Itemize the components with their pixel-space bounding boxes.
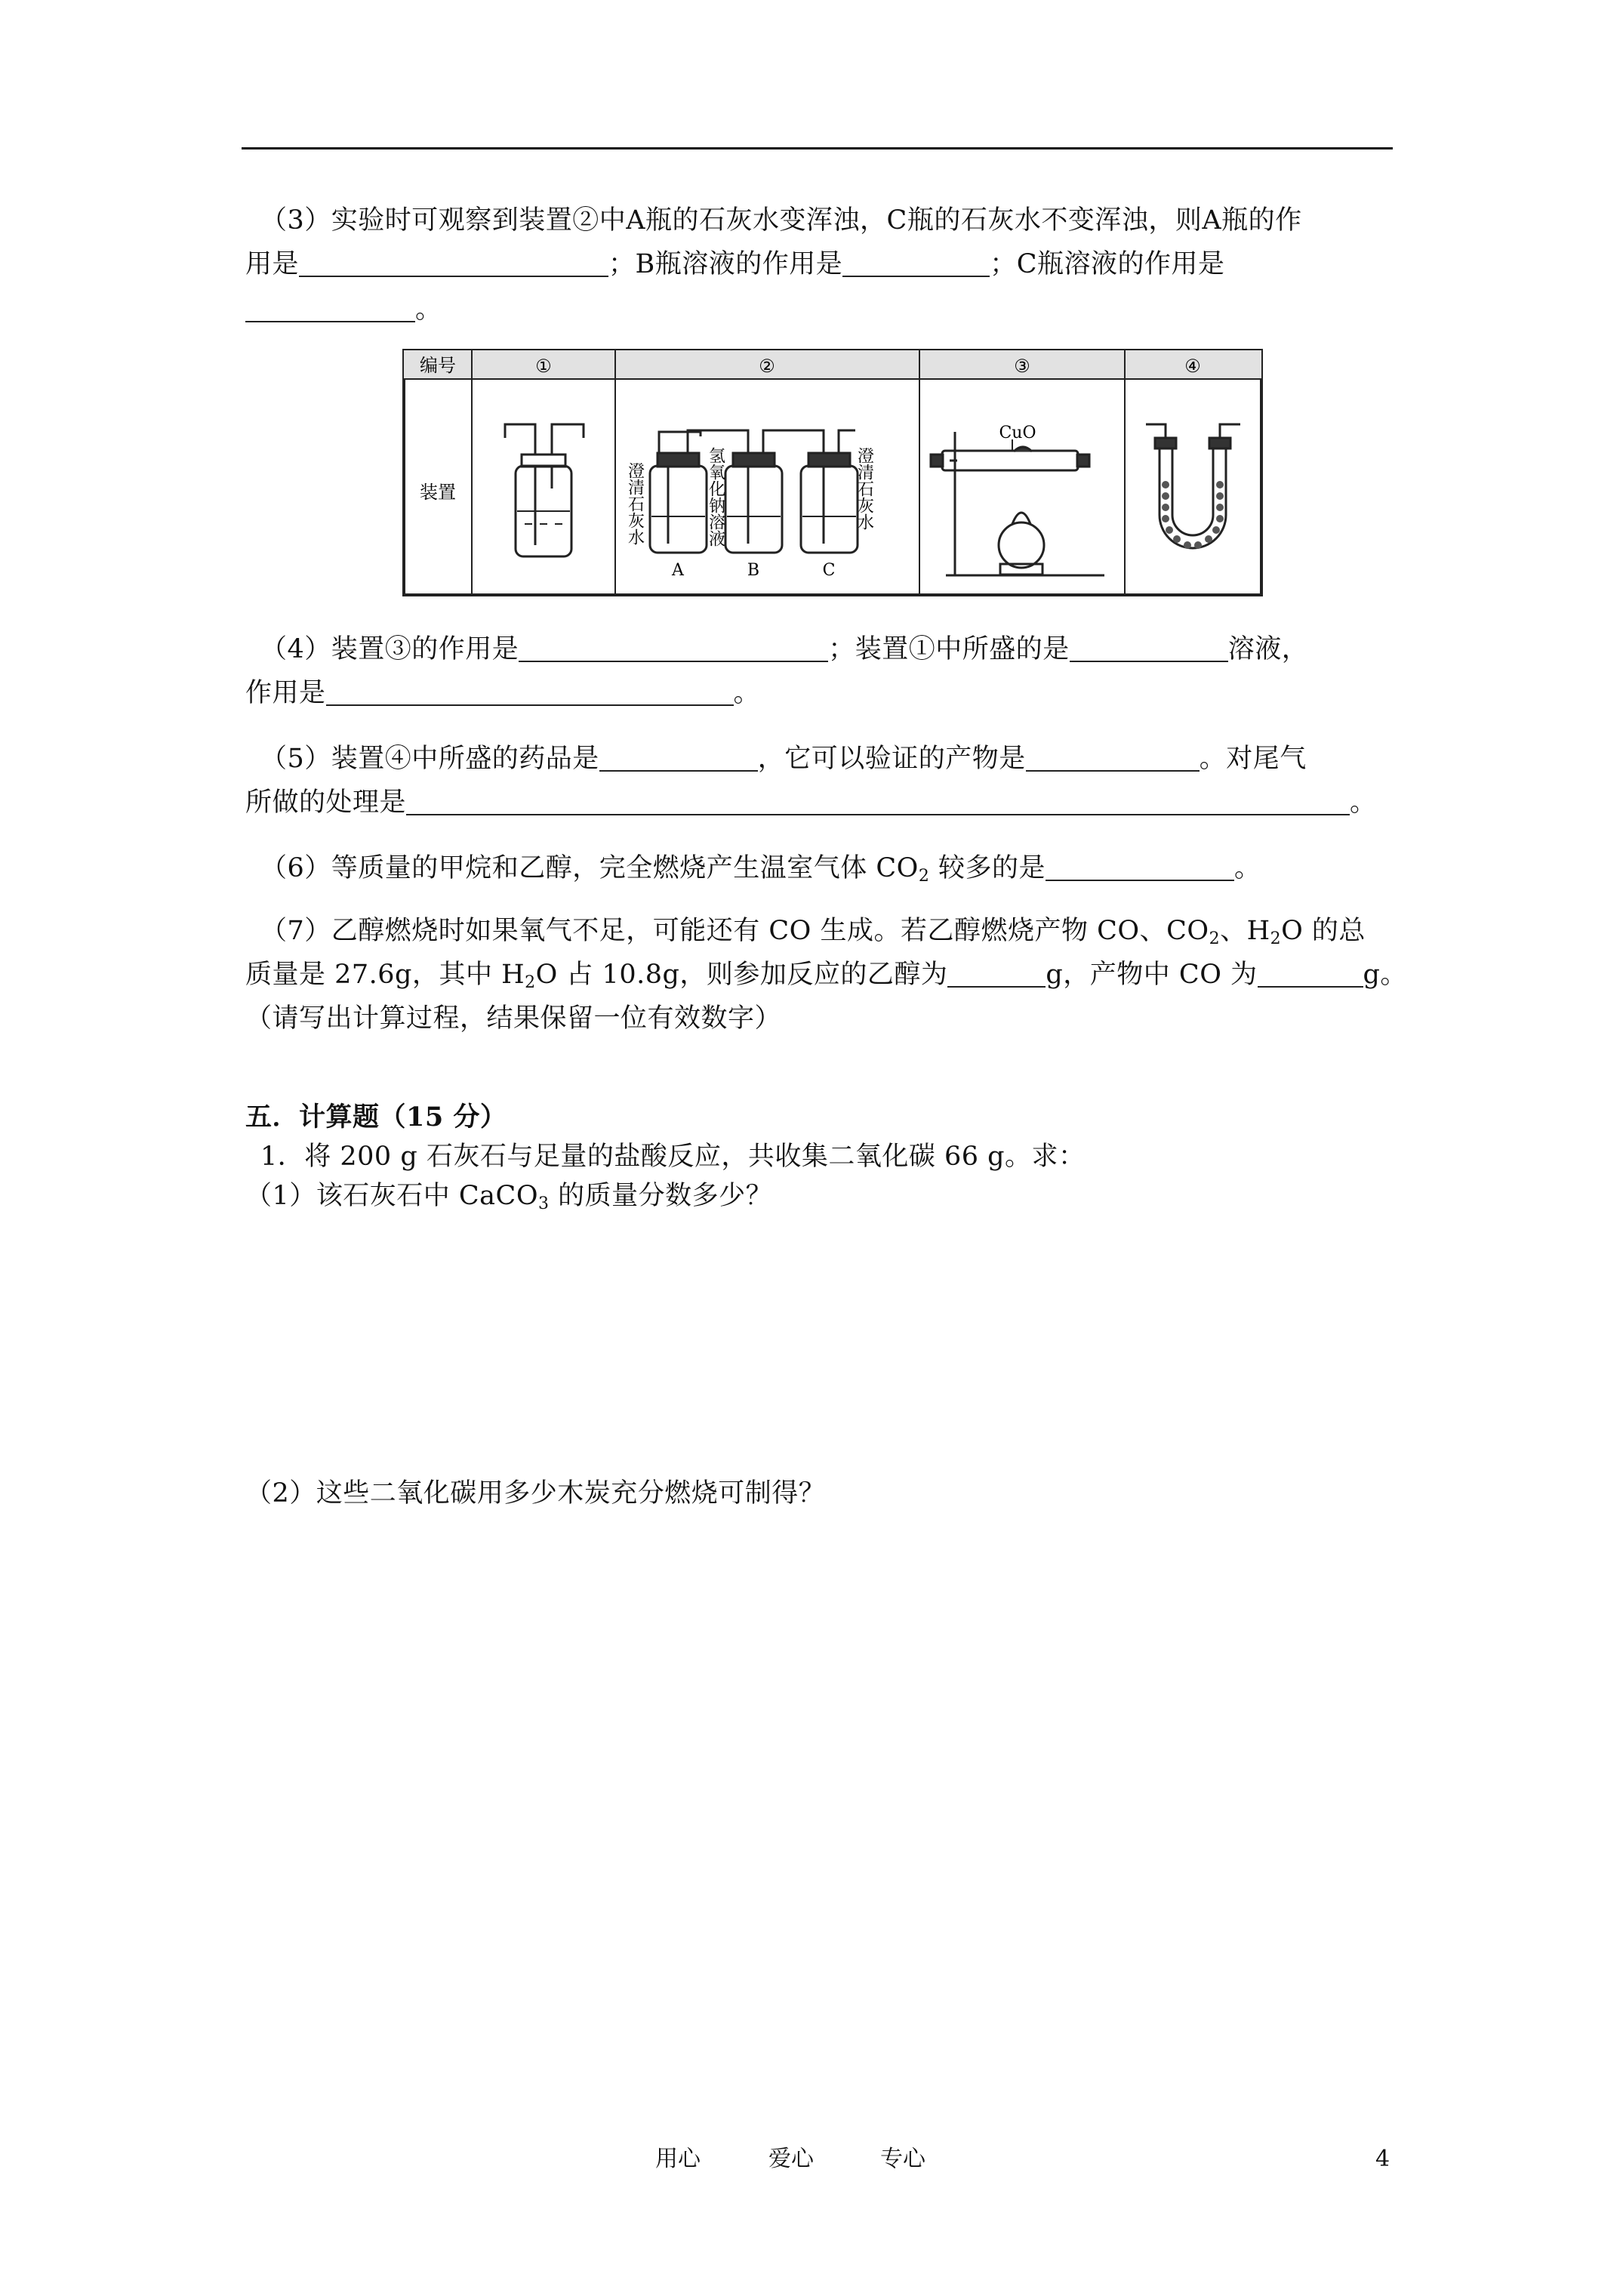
bottle-a-label: 澄清石灰水 <box>625 462 645 545</box>
q3-blank-b-role[interactable] <box>842 251 990 277</box>
bottle-b-label: 氢氧化钠溶液 <box>706 447 725 547</box>
q4-line2: 作用是 。 <box>245 678 761 708</box>
num-4: ④ <box>1184 356 1201 377</box>
section5-problem1: 1．将 200 g 石灰石与足量的盐酸反应，共收集二氧化碳 66 g。求： <box>260 1142 1086 1172</box>
header-label: 编号 <box>420 355 456 376</box>
q4-blank-device3-role[interactable] <box>519 636 828 662</box>
q4-blank-device1-role[interactable] <box>326 680 734 706</box>
q3-line2: 用是 ；B瓶溶液的作用是 ；C瓶溶液的作用是 <box>245 249 1225 279</box>
q5-line1: （5）装置④中所盛的药品是 ，它可以验证的产物是 。对尾气 <box>260 744 1307 774</box>
q5-blank-product[interactable] <box>1026 746 1200 772</box>
q7-line1: （7）乙醇燃烧时如果氧气不足，可能还有 CO 生成。若乙醇燃烧产物 CO、$CO_2$、$H_2O$ 的总 <box>260 916 1366 948</box>
q7-line3: （请写出计算过程，结果保留一位有效数字） <box>245 1003 782 1034</box>
q7-blank-co[interactable] <box>1258 962 1363 988</box>
table-border <box>404 350 1261 595</box>
q5-blank-reagent[interactable] <box>599 746 758 772</box>
table-header-band <box>404 350 1261 379</box>
q3-blank-c-role[interactable] <box>245 297 415 322</box>
footer-motto-1: 用心 <box>655 2146 701 2172</box>
num-1: ① <box>535 356 552 377</box>
q3-blank-a-role[interactable] <box>299 251 608 277</box>
q5-line2: 所做的处理是 。 <box>245 787 1377 818</box>
footer-motto-2: 爱心 <box>768 2146 814 2172</box>
q4-blank-device1-content[interactable] <box>1070 636 1228 662</box>
q4-line1: （4）装置③的作用是 ；装置①中所盛的是 溶液， <box>260 634 1309 664</box>
page-number: 4 <box>1375 2146 1390 2172</box>
q3-line3: 。 <box>245 294 442 325</box>
q7-blank-ethanol[interactable] <box>947 962 1046 988</box>
row-label: 装置 <box>420 482 456 503</box>
section5-sub1: （1）该石灰石中 CaCO$_3$ 的质量分数多少？ <box>245 1181 773 1213</box>
footer-motto-3: 专心 <box>880 2146 925 2172</box>
letter-a: A <box>672 561 684 580</box>
q7-line2: 质量是 27.6g，其中 $H_2O$ 占 10.8g，则参加反应的乙醇为 g，产物中 CO 为 g。 <box>245 960 1407 992</box>
cuo-label: CuO <box>999 424 1036 442</box>
num-3: ③ <box>1014 356 1030 377</box>
section5-heading: 五．计算题（15 分） <box>245 1102 507 1133</box>
letter-b: B <box>747 561 760 580</box>
num-2: ② <box>759 356 775 377</box>
section5-sub2: （2）这些二氧化碳用多少木炭充分燃烧可制得？ <box>245 1478 826 1509</box>
q5-blank-tail-gas[interactable] <box>406 790 1350 815</box>
q6-line: （6）等质量的甲烷和乙醇，完全燃烧产生温室气体 $CO_2$ 较多的是 。 <box>260 853 1261 886</box>
header-rule <box>242 147 1393 149</box>
letter-c: C <box>822 561 836 580</box>
q6-blank-answer[interactable] <box>1046 855 1234 881</box>
q3-line1: （3）实验时可观察到装置②中A瓶的石灰水变浑浊，C瓶的石灰水不变浑浊，则A瓶的作 <box>260 205 1302 236</box>
bottle-c-label: 澄清石灰水 <box>855 447 874 530</box>
apparatus-table <box>402 349 1263 598</box>
